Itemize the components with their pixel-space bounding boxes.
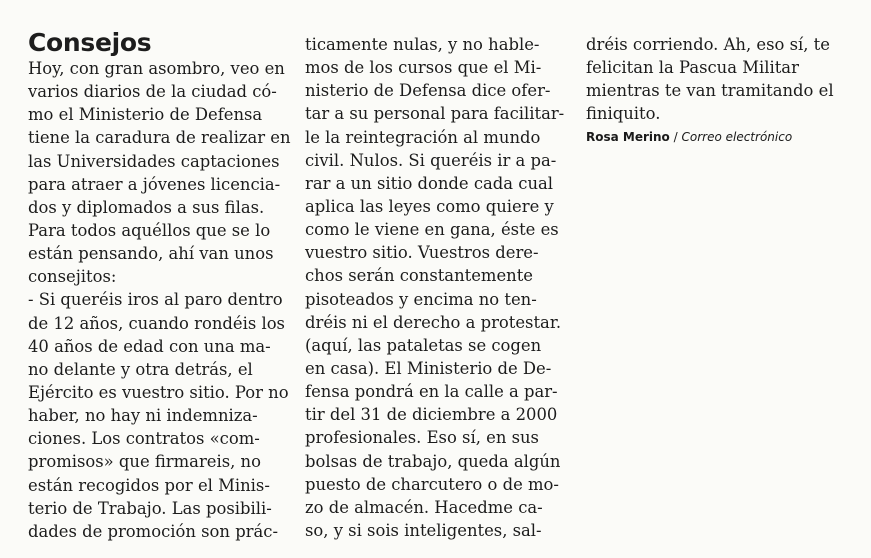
signature-author: Rosa Merino [586, 130, 670, 144]
text-line: tar a su personal para facilitar- [305, 104, 565, 124]
text-line: de 12 años, cuando rondéis los [28, 313, 285, 333]
text-line: haber, no hay ni indemniza- [28, 406, 258, 426]
letter-title: Consejos [28, 28, 152, 57]
text-column-2 [305, 33, 567, 542]
text-line: aplica las leyes como quiere y [305, 196, 554, 216]
text-line: profesionales. Eso sí, en sus [305, 428, 539, 448]
text-line: fensa pondrá en la calle a par- [305, 382, 558, 402]
text-column-1 [28, 57, 292, 543]
text-line: so, y si sois inteligentes, sal- [305, 520, 542, 540]
text-line: tir del 31 de diciembre a 2000 [305, 405, 558, 425]
text-line: terio de Trabajo. Las posibili- [28, 498, 272, 518]
text-line: nisterio de Defensa dice ofer- [305, 81, 551, 101]
signature-separator: / [669, 130, 682, 144]
text-line: dréis ni el derecho a protestar. [305, 312, 562, 332]
text-line: puesto de charcutero o de mo- [305, 474, 559, 494]
text-line: (aquí, las pataletas se cogen [305, 335, 542, 355]
text-line: bolsas de trabajo, queda algún [305, 451, 561, 471]
text-line: ticamente nulas, y no hable- [305, 35, 540, 54]
text-line: mos de los cursos que el Mi- [305, 58, 542, 78]
text-line: - Si queréis iros al paro dentro [28, 290, 283, 310]
text-line: vuestro sitio. Vuestros dere- [305, 243, 539, 263]
text-line: finiquito. [586, 104, 661, 124]
text-line: dos y diplomados a sus filas. [28, 197, 265, 217]
text-line: civil. Nulos. Si queréis ir a pa- [305, 150, 557, 170]
text-column-3 [586, 33, 846, 126]
text-line: 40 años de edad con una ma- [28, 336, 271, 356]
text-line: Para todos aquéllos que se lo [28, 220, 271, 240]
text-line: rar a un sitio donde cada cual [305, 173, 554, 193]
text-line: tiene la caradura de realizar en [28, 128, 291, 148]
text-line: zo de almacén. Hacedme ca- [305, 497, 543, 517]
text-line: promisos» que firmareis, no [28, 452, 261, 472]
text-line: para atraer a jóvenes licencia- [28, 174, 281, 194]
text-line: le la reintegración al mundo [305, 127, 541, 147]
text-line: felicitan la Pascua Militar [586, 58, 799, 78]
signature-source: Correo electrónico [681, 130, 793, 144]
text-line: no delante y otra detrás, el [28, 359, 253, 379]
text-line: consejitos: [28, 267, 117, 287]
text-line: las Universidades captaciones [28, 151, 280, 171]
text-line: varios diarios de la ciudad có- [28, 82, 277, 102]
text-line: están recogidos por el Minis- [28, 475, 270, 495]
text-line: ciones. Los contratos «com- [28, 429, 260, 449]
text-line: como le viene en gana, éste es [305, 220, 559, 240]
text-line: dades de promoción son prác- [28, 521, 279, 541]
text-line: están pensando, ahí van unos [28, 244, 274, 264]
text-line: Ejército es vuestro sitio. Por no [28, 382, 289, 402]
text-line: mientras te van tramitando el [586, 81, 834, 101]
text-line: chos serán constantemente [305, 266, 534, 286]
text-line: pisoteados y encima no ten- [305, 289, 537, 309]
text-line: mo el Ministerio de Defensa [28, 105, 263, 125]
letter-signature [586, 128, 792, 146]
text-line: en casa). El Ministerio de De- [305, 358, 552, 378]
text-line: Hoy, con gran asombro, veo en [28, 59, 285, 78]
text-line: dréis corriendo. Ah, eso sí, te [586, 35, 830, 54]
